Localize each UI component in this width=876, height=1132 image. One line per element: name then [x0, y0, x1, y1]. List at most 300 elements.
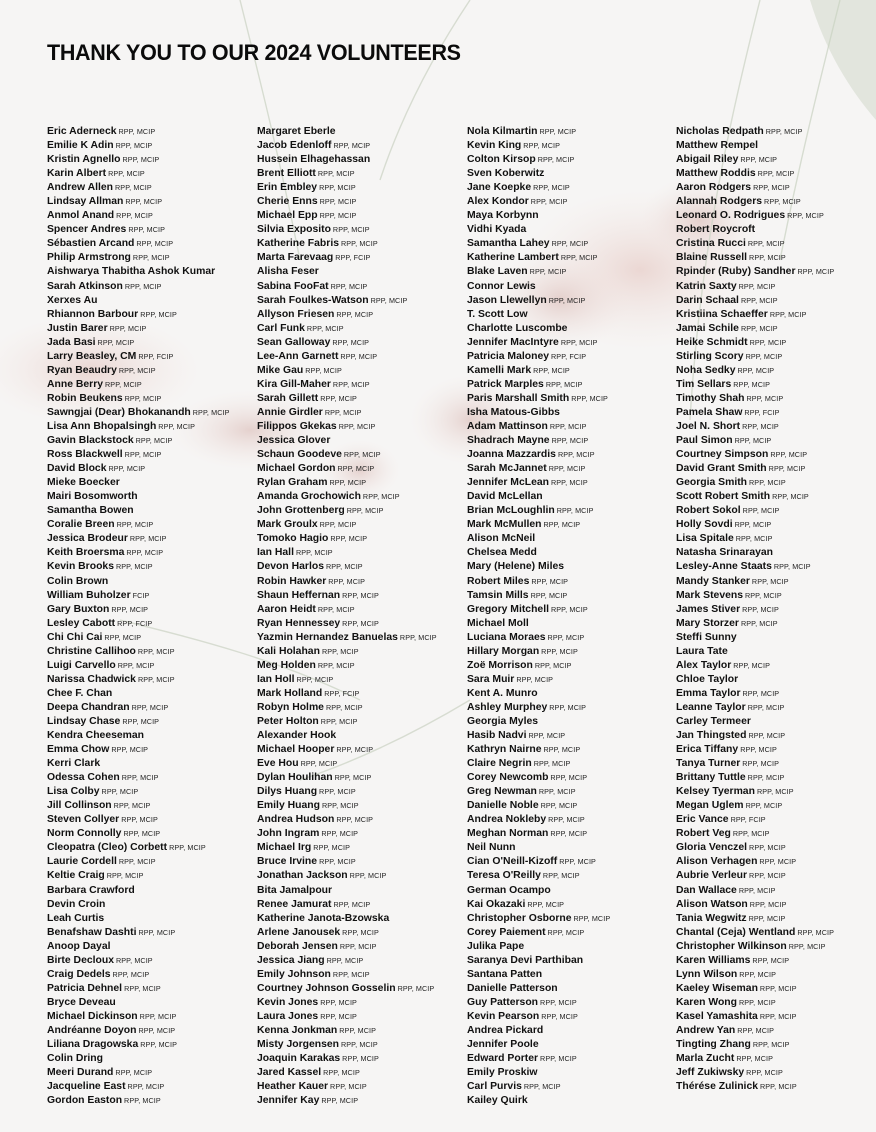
volunteer-name: Eve Hou	[257, 758, 299, 770]
volunteer-name: Neil Nunn	[467, 842, 516, 854]
volunteer-credentials: RPP, MCIP	[746, 393, 784, 403]
volunteer-entry	[257, 364, 462, 378]
volunteer-name: Luciana Moraes	[467, 631, 546, 643]
volunteer-credentials: RPP, MCIP	[341, 1040, 378, 1050]
volunteer-credentials: RPP, MCIP	[305, 365, 342, 375]
volunteer-name: Dilys Huang	[257, 786, 318, 798]
volunteer-credentials: RPP, MCIP	[530, 197, 568, 207]
volunteer-entry	[47, 490, 252, 504]
volunteer-entry	[257, 954, 462, 968]
volunteer-credentials: RPP, MCIP	[797, 927, 835, 937]
volunteer-entry	[47, 392, 252, 406]
volunteer-credentials: RPP, MCIP	[540, 801, 578, 811]
volunteer-name: Kelsey Tyerman	[676, 786, 755, 798]
volunteer-entry	[676, 1080, 876, 1094]
volunteer-entry	[467, 982, 672, 996]
volunteer-entry	[467, 1052, 672, 1066]
volunteer-entry	[676, 181, 876, 195]
volunteer-name: Shadrach Mayne	[467, 435, 550, 447]
volunteer-credentials: RPP, MCIP	[132, 253, 170, 263]
volunteer-entry	[257, 139, 462, 153]
volunteer-credentials: RPP, FCIP	[744, 407, 780, 417]
volunteer-name: Odessa Cohen	[47, 772, 120, 784]
volunteer-entry	[257, 687, 462, 701]
volunteer-credentials: RPP, MCIP	[118, 365, 156, 375]
volunteer-entry	[47, 575, 252, 589]
volunteer-name: Jonathan Jackson	[257, 870, 348, 882]
volunteer-entry	[47, 869, 252, 883]
volunteer-entry	[257, 209, 462, 223]
volunteer-entry	[467, 518, 672, 532]
volunteer-name: Larry Beasley, CM	[47, 350, 137, 362]
volunteer-credentials: RPP, MCIP	[330, 534, 368, 544]
volunteer-entry	[676, 940, 876, 954]
volunteer-name: Xerxes Au	[47, 294, 98, 306]
volunteer-credentials: RPP, MCIP	[329, 478, 367, 488]
volunteer-entry	[467, 1010, 672, 1024]
volunteer-name: Norm Connolly	[47, 828, 122, 840]
volunteer-entry	[467, 378, 672, 392]
volunteer-entry	[467, 603, 672, 617]
volunteer-name: Kevin King	[467, 140, 522, 152]
volunteer-name: Craig Dedels	[47, 968, 111, 980]
volunteer-name: Coralie Breen	[47, 519, 115, 531]
volunteer-credentials: RPP, MCIP	[740, 323, 778, 333]
volunteer-name: Ian Holl	[257, 673, 295, 685]
volunteer-entry	[47, 406, 252, 420]
volunteer-entry	[257, 743, 462, 757]
volunteer-name: David McLellan	[467, 491, 543, 503]
volunteer-name: Gordon Easton	[47, 1095, 123, 1107]
volunteer-credentials: RPP, MCIP	[557, 450, 595, 460]
volunteer-name: Lisa Spitale	[676, 533, 734, 545]
volunteer-name: Mike Gau	[257, 364, 304, 376]
volunteer-name: Thérése Zulinick	[676, 1081, 758, 1093]
volunteer-name: Mark McMullen	[467, 519, 542, 531]
volunteer-entry	[467, 757, 672, 771]
volunteer-column-2	[257, 125, 462, 1108]
volunteer-credentials: RPP, MCIP	[342, 590, 379, 600]
volunteer-entry	[47, 378, 252, 392]
volunteer-entry	[676, 743, 876, 757]
volunteer-entry	[676, 448, 876, 462]
volunteer-entry	[676, 912, 876, 926]
volunteer-name: Robyn Holme	[257, 701, 324, 713]
volunteer-credentials: RPP, MCIP	[742, 688, 780, 698]
volunteer-entry	[676, 1066, 876, 1080]
volunteer-entry	[47, 687, 252, 701]
volunteer-name: Samantha Lahey	[467, 238, 550, 250]
volunteer-name: John Grottenberg	[257, 505, 345, 517]
volunteer-credentials: RPP, MCIP	[342, 618, 379, 628]
volunteer-credentials: RPP, MCIP	[543, 520, 581, 530]
volunteer-entry	[47, 294, 252, 308]
volunteer-credentials: RPP, MCIP	[787, 211, 824, 221]
volunteer-name: Sarah Gillett	[257, 392, 319, 404]
volunteer-credentials: RPP, MCIP	[523, 1082, 561, 1092]
volunteer-name: Colin Dring	[47, 1053, 103, 1065]
volunteer-name: Anmol Anand	[47, 210, 115, 222]
volunteer-credentials: RPP, MCIP	[738, 281, 776, 291]
volunteer-entry	[467, 827, 672, 841]
volunteer-credentials: RPP, MCIP	[341, 239, 378, 249]
volunteer-entry	[676, 968, 876, 982]
volunteer-name: Robert Miles	[467, 575, 530, 587]
volunteer-credentials: RPP, MCIP	[330, 1082, 367, 1092]
volunteer-credentials: RPP, MCIP	[742, 421, 779, 431]
volunteer-name: Georgia Smith	[676, 477, 748, 489]
volunteer-entry	[47, 743, 252, 757]
volunteer-name: Darin Schaal	[676, 294, 739, 306]
volunteer-entry	[467, 350, 672, 364]
volunteer-credentials: RPP, MCIP	[332, 225, 370, 235]
volunteer-credentials: RPP, MCIP	[742, 506, 780, 516]
volunteer-entry	[257, 869, 462, 883]
volunteer-credentials: RPP, MCIP	[571, 393, 608, 403]
volunteer-entry	[257, 1038, 462, 1052]
volunteer-entry	[467, 701, 672, 715]
volunteer-name: Rhiannon Barbour	[47, 308, 139, 320]
volunteer-entry	[467, 645, 672, 659]
volunteer-credentials: RPP, MCIP	[548, 295, 586, 305]
volunteer-name: Sébastien Arcand	[47, 238, 135, 250]
volunteer-entry	[257, 659, 462, 673]
volunteer-credentials: RPP, MCIP	[125, 197, 163, 207]
volunteer-entry	[467, 589, 672, 603]
volunteer-entry	[257, 926, 462, 940]
volunteer-entry	[47, 546, 252, 560]
volunteer-entry	[467, 729, 672, 743]
volunteer-name: Edward Porter	[467, 1053, 539, 1065]
volunteer-name: Blaine Russell	[676, 252, 748, 264]
volunteer-entry	[467, 336, 672, 350]
volunteer-entry	[257, 406, 462, 420]
volunteer-name: Paris Marshall Smith	[467, 392, 570, 404]
volunteer-credentials: RPP, MCIP	[734, 520, 772, 530]
volunteer-name: Kira Gill-Maher	[257, 378, 331, 390]
volunteer-entry	[467, 153, 672, 167]
volunteer-name: Danielle Patterson	[467, 982, 558, 994]
volunteer-credentials: RPP, MCIP	[749, 899, 787, 909]
volunteer-entry	[676, 701, 876, 715]
volunteer-entry	[257, 153, 462, 167]
volunteer-name: Robin Hawker	[257, 575, 327, 587]
volunteer-name: Kevin Brooks	[47, 561, 114, 573]
volunteer-entry	[676, 673, 876, 687]
volunteer-credentials: RPP, MCIP	[121, 815, 158, 825]
volunteer-entry	[467, 265, 672, 279]
volunteer-entry	[676, 308, 876, 322]
volunteer-name: Jessica Glover	[257, 435, 331, 447]
volunteer-entry	[257, 617, 462, 631]
volunteer-name: Anoop Dayal	[47, 940, 111, 952]
volunteer-name: Peter Holton	[257, 715, 319, 727]
volunteer-name: Narissa Chadwick	[47, 673, 136, 685]
volunteer-name: Sven Koberwitz	[467, 168, 545, 180]
volunteer-credentials: RPP, MCIP	[109, 323, 147, 333]
volunteer-entry	[257, 560, 462, 574]
volunteer-entry	[257, 715, 462, 729]
volunteer-credentials: RPP, MCIP	[332, 969, 370, 979]
volunteer-name: Kristiina Schaeffer	[676, 308, 768, 320]
volunteer-entry	[47, 139, 252, 153]
volunteer-name: Christine Callihoo	[47, 645, 136, 657]
volunteer-name: Tanya Turner	[676, 758, 741, 770]
volunteer-entry	[676, 223, 876, 237]
volunteer-name: Corey Paiement	[467, 926, 546, 938]
volunteer-credentials: RPP, MCIP	[765, 127, 803, 136]
volunteer-name: Renee Jamurat	[257, 898, 332, 910]
volunteer-name: Aaron Heidt	[257, 603, 316, 615]
volunteer-credentials: RPP, MCIP	[118, 127, 156, 136]
volunteer-entry	[257, 855, 462, 869]
volunteer-entry	[467, 631, 672, 645]
volunteer-credentials: RPP, MCIP	[336, 309, 374, 319]
volunteer-entry	[257, 462, 462, 476]
volunteer-credentials: RPP, MCIP	[759, 1011, 797, 1021]
volunteer-credentials: RPP, MCIP	[320, 393, 357, 403]
volunteer-entry	[257, 251, 462, 265]
volunteer-entry	[676, 631, 876, 645]
volunteer-entry	[676, 757, 876, 771]
volunteer-entry	[47, 940, 252, 954]
volunteer-name: Sarah Foulkes-Watson	[257, 294, 369, 306]
volunteer-credentials: RPP, MCIP	[339, 1026, 376, 1035]
volunteer-entry	[467, 294, 672, 308]
volunteer-name: Jada Basi	[47, 336, 96, 348]
volunteer-credentials: RPP, MCIP	[757, 169, 795, 179]
volunteer-credentials: RPP, MCIP	[545, 379, 583, 389]
volunteer-name: Brittany Tuttle	[676, 772, 746, 784]
volunteer-credentials: RPP, MCIP	[551, 604, 588, 614]
volunteer-name: Georgia Myles	[467, 715, 539, 727]
volunteer-name: Aishwarya Thabitha Ashok Kumar	[47, 266, 216, 278]
volunteer-name: Jennifer Poole	[467, 1039, 539, 1051]
volunteer-name: Karen Wong	[676, 996, 737, 1008]
volunteer-credentials: RPP, MCIP	[788, 941, 826, 951]
volunteer-credentials: RPP, MCIP	[745, 590, 782, 600]
volunteer-credentials: RPP, MCIP	[550, 773, 588, 783]
volunteer-name: Marla Zucht	[676, 1053, 735, 1065]
volunteer-credentials: RPP, MCIP	[313, 843, 350, 853]
volunteer-credentials: RPP, FCIP	[551, 351, 587, 361]
volunteer-credentials: RPP, MCIP	[136, 239, 174, 249]
volunteer-credentials: RPP, MCIP	[325, 702, 363, 712]
volunteer-entry	[467, 743, 672, 757]
volunteer-name: Mary Storzer	[676, 617, 739, 629]
volunteer-entry	[47, 715, 252, 729]
volunteer-name: T. Scott Low	[467, 308, 528, 320]
volunteer-credentials: RPP, MCIP	[323, 1068, 360, 1078]
volunteer-name: Jamai Schile	[676, 322, 739, 334]
volunteer-entry	[257, 631, 462, 645]
volunteer-credentials: RPP, MCIP	[104, 632, 142, 642]
volunteer-name: Kristin Agnello	[47, 154, 121, 166]
volunteer-entry	[676, 1010, 876, 1024]
volunteer-name: Katherine Fabris	[257, 238, 339, 250]
volunteer-entry	[47, 729, 252, 743]
volunteer-name: Nola Kilmartin	[467, 126, 538, 137]
volunteer-credentials: RPP, MCIP	[733, 660, 770, 670]
volunteer-entry	[467, 954, 672, 968]
volunteer-entry	[676, 406, 876, 420]
volunteer-name: Ryan Beaudry	[47, 364, 117, 376]
volunteer-name: Lindsay Chase	[47, 715, 121, 727]
volunteer-credentials: RPP, MCIP	[760, 1082, 797, 1092]
volunteer-name: Samantha Bowen	[47, 505, 134, 517]
volunteer-entry	[47, 280, 252, 294]
volunteer-credentials: RPP, MCIP	[549, 702, 586, 712]
volunteer-column-3	[467, 125, 672, 1108]
volunteer-name: Aubrie Verleur	[676, 870, 748, 882]
volunteer-entry	[47, 982, 252, 996]
volunteer-credentials: RPP, MCIP	[547, 927, 585, 937]
volunteer-name: Jennifer McLean	[467, 477, 549, 489]
volunteer-name: Katherine Janota-Bzowska	[257, 912, 390, 924]
volunteer-entry	[257, 223, 462, 237]
volunteer-entry	[257, 701, 462, 715]
volunteer-credentials: RPP, MCIP	[523, 141, 560, 151]
volunteer-name: Stirling Scory	[676, 350, 744, 362]
volunteer-credentials: RPP, MCIP	[319, 211, 357, 221]
volunteer-name: Joaquin Karakas	[257, 1053, 341, 1065]
volunteer-name: Misty Jorgensen	[257, 1039, 339, 1051]
volunteer-entry	[467, 322, 672, 336]
volunteer-credentials: RPP, MCIP	[370, 295, 408, 305]
volunteer-entry	[676, 1052, 876, 1066]
volunteer-name: Maya Korbynn	[467, 210, 539, 222]
volunteer-name: Ashley Murphey	[467, 701, 548, 713]
volunteer-entry	[467, 476, 672, 490]
volunteer-entry	[467, 181, 672, 195]
volunteer-entry	[47, 237, 252, 251]
volunteer-entry	[47, 476, 252, 490]
volunteer-name: Dan Wallace	[676, 884, 737, 896]
volunteer-entry	[676, 603, 876, 617]
volunteer-credentials: RPP, MCIP	[138, 1026, 176, 1035]
volunteer-name: Laura Jones	[257, 1010, 319, 1022]
volunteer-credentials: RPP, MCIP	[330, 281, 368, 291]
leaf-top-right-icon	[810, 0, 876, 120]
volunteer-name: Noha Sedky	[676, 364, 736, 376]
volunteer-name: Carl Funk	[257, 322, 305, 334]
volunteer-entry	[467, 799, 672, 813]
volunteer-name: Hasib Nadvi	[467, 730, 527, 742]
volunteer-entry	[676, 294, 876, 308]
volunteer-entry	[47, 518, 252, 532]
volunteer-name: Sawngjai (Dear) Bhokanandh	[47, 406, 191, 418]
volunteer-entry	[257, 420, 462, 434]
volunteer-name: Filippos Gkekas	[257, 420, 337, 432]
volunteer-credentials: RPP, MCIP	[749, 478, 786, 488]
volunteer-credentials: RPP, MCIP	[542, 871, 580, 881]
volunteer-entry	[257, 575, 462, 589]
volunteer-name: Michael Dickinson	[47, 1010, 138, 1022]
volunteer-name: Sean Galloway	[257, 336, 331, 348]
volunteer-name: Robert Roycroft	[676, 224, 756, 236]
volunteer-name: Sarah Atkinson	[47, 280, 123, 292]
volunteer-entry	[257, 898, 462, 912]
volunteer-credentials: RPP, MCIP	[324, 407, 362, 417]
volunteer-credentials: RPP, MCIP	[122, 716, 160, 726]
volunteer-credentials: RPP, MCIP	[319, 183, 356, 193]
volunteer-name: Patricia Maloney	[467, 350, 550, 362]
volunteer-name: Margaret Eberle	[257, 126, 336, 137]
volunteer-name: Nicholas Redpath	[676, 126, 764, 137]
volunteer-credentials: RPP, MCIP	[548, 464, 586, 474]
volunteer-entry	[676, 982, 876, 996]
volunteer-credentials: RPP, MCIP	[131, 702, 169, 712]
volunteer-credentials: RPP, MCIP	[115, 562, 153, 572]
volunteer-entry	[257, 1024, 462, 1038]
volunteer-entry	[47, 855, 252, 869]
volunteer-name: Chelsea Medd	[467, 547, 537, 559]
volunteer-credentials: RPP, MCIP	[733, 379, 770, 389]
volunteer-entry	[257, 125, 462, 139]
volunteer-name: Robin Beukens	[47, 392, 123, 404]
volunteer-credentials: RPP, MCIP	[537, 155, 575, 165]
volunteer-credentials: RPP, MCIP	[118, 857, 156, 867]
volunteer-name: Guy Patterson	[467, 996, 539, 1008]
volunteer-name: Alisha Feser	[257, 266, 319, 278]
volunteer-name: David Block	[47, 463, 107, 475]
volunteer-name: Tamsin Mills	[467, 589, 529, 601]
volunteer-credentials: RPP, MCIP	[336, 745, 374, 755]
volunteer-name: Philip Armstrong	[47, 252, 131, 264]
volunteer-entry	[676, 855, 876, 869]
volunteer-name: Annie Girdler	[257, 406, 323, 418]
volunteer-credentials: RPP, MCIP	[540, 997, 577, 1007]
volunteer-entry	[676, 139, 876, 153]
volunteer-name: Saranya Devi Parthiban	[467, 954, 584, 966]
volunteer-name: Emily Johnson	[257, 968, 331, 980]
volunteer-name: Kali Holahan	[257, 645, 320, 657]
volunteer-name: Jessica Jiang	[257, 954, 325, 966]
volunteer-credentials: RPP, MCIP	[742, 759, 779, 769]
volunteer-name: Kaeley Wiseman	[676, 982, 758, 994]
volunteer-entry	[467, 617, 672, 631]
volunteer-credentials: RPP, MCIP	[319, 857, 356, 867]
volunteer-entry	[467, 125, 672, 139]
volunteer-name: Keith Broersma	[47, 547, 125, 559]
volunteer-entry	[676, 589, 876, 603]
volunteer-credentials: RPP, MCIP	[516, 674, 554, 684]
volunteer-entry	[467, 912, 672, 926]
volunteer-name: Eric Aderneck	[47, 126, 117, 137]
volunteer-entry	[257, 518, 462, 532]
volunteer-name: Gary Buxton	[47, 603, 110, 615]
volunteer-name: Kevin Jones	[257, 996, 319, 1008]
volunteer-entry	[47, 1066, 252, 1080]
volunteer-credentials: RPP, MCIP	[732, 829, 770, 839]
volunteer-credentials: RPP, MCIP	[556, 506, 594, 516]
volunteer-entry	[467, 575, 672, 589]
volunteer-credentials: RPP, MCIP	[734, 436, 772, 446]
volunteer-credentials: RPP, MCIP	[338, 421, 376, 431]
volunteer-entry	[467, 280, 672, 294]
volunteer-credentials: RPP, MCIP	[140, 309, 177, 319]
volunteer-credentials: RPP, FCIP	[117, 618, 153, 628]
volunteer-name: Isha Matous-Gibbs	[467, 406, 560, 418]
volunteer-name: Kai Okazaki	[467, 898, 526, 910]
volunteer-name: Connor Lewis	[467, 280, 536, 292]
volunteer-name: Matthew Rempel	[676, 140, 758, 152]
volunteer-entry	[257, 546, 462, 560]
volunteer-entry	[467, 139, 672, 153]
volunteer-credentials: RPP, MCIP	[124, 393, 162, 403]
volunteer-name: Kailey Quirk	[467, 1095, 528, 1107]
volunteer-name: Emma Taylor	[676, 687, 741, 699]
